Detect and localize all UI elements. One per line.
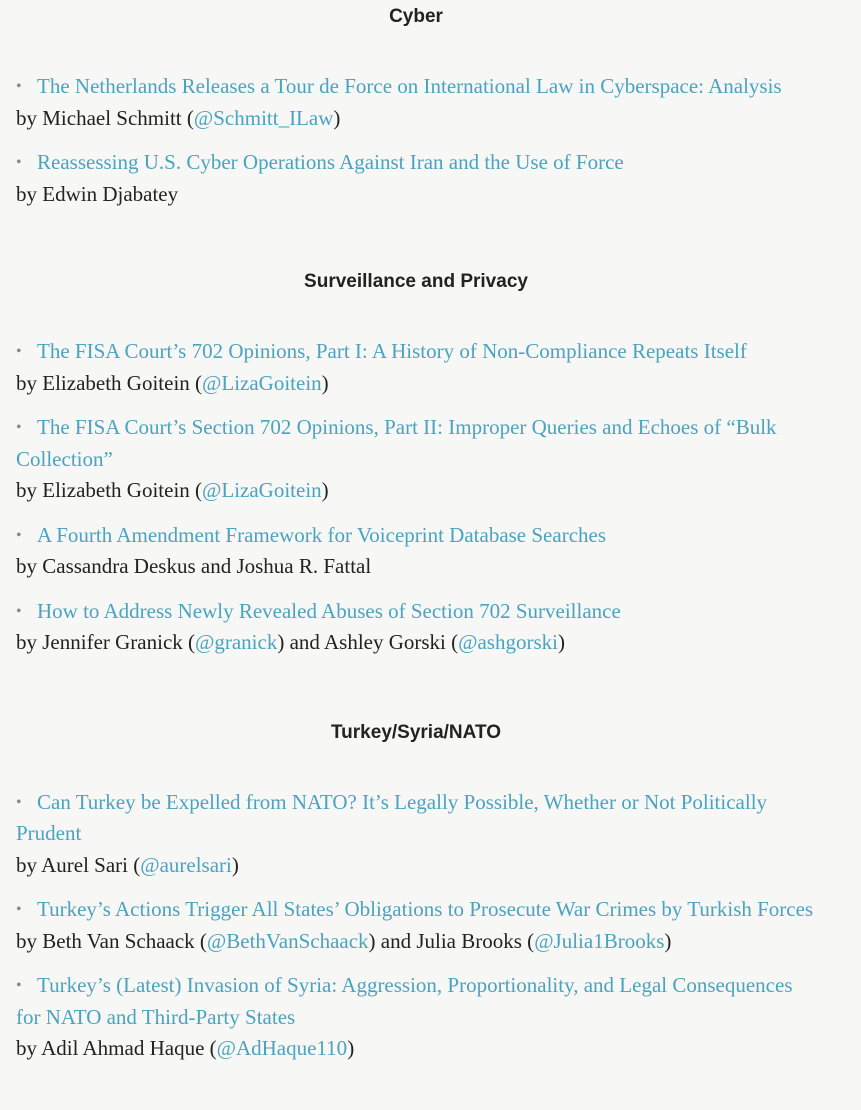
bullet-dot-icon: •	[16, 154, 22, 171]
article-link[interactable]: Turkey’s Actions Trigger All States’ Obligations to Prosecute War Crimes by Turkish Forces	[37, 897, 814, 921]
author-twitter-handle[interactable]: @LizaGoitein	[202, 370, 322, 395]
bullet-dot-icon: •	[16, 526, 22, 544]
section-heading: Turkey/Syria/NATO	[330, 721, 501, 743]
bullet-dot-icon: •	[16, 343, 22, 360]
article-link[interactable]: The FISA Court’s 702 Opinions, Part I: A History of Non-Compliance Repeats Itself	[37, 339, 747, 363]
article-title-line	[16, 520, 816, 552]
article-link[interactable]: Turkey’s (Latest) Invasion of Syria: Aggression, Proportionality, and Legal Consequences for NATO and Third-Party States	[16, 973, 793, 1029]
section-heading: Surveillance and Privacy	[304, 271, 528, 292]
article-link[interactable]: A Fourth Amendment Framework for Voiceprint Database Searches	[37, 522, 607, 547]
list-item	[16, 336, 816, 399]
byline-text: )	[347, 1036, 355, 1060]
list-item	[16, 412, 816, 507]
byline-text: by Jennifer Granick (	[16, 630, 196, 654]
bullet-dot-icon: •	[16, 977, 22, 994]
list-item	[16, 596, 816, 659]
byline-text: by Edwin Djabatey	[16, 181, 179, 206]
article-title-line	[16, 894, 816, 926]
article-list	[16, 787, 816, 1065]
byline	[16, 627, 816, 659]
article-title-line	[16, 970, 816, 1033]
article-title-line	[16, 412, 816, 475]
section-heading: Cyber	[389, 6, 443, 27]
article-list	[16, 336, 816, 659]
article-roundup	[16, 0, 816, 1078]
author-twitter-handle[interactable]: @Schmitt_ILaw	[193, 105, 334, 130]
author-twitter-handle[interactable]: @Julia1Brooks	[534, 928, 665, 953]
article-title-line	[16, 71, 816, 103]
byline-text: )	[557, 630, 565, 654]
list-item	[16, 894, 816, 957]
byline-text: ) and Ashley Gorski (	[277, 630, 459, 654]
list-item	[16, 71, 816, 134]
byline	[16, 1033, 816, 1065]
byline-text: by Beth Van Schaack (	[16, 928, 207, 953]
list-item	[16, 520, 816, 583]
byline-text: ) and Julia Brooks (	[368, 928, 535, 953]
author-twitter-handle[interactable]: @granick	[195, 630, 278, 654]
author-twitter-handle[interactable]: @AdHaque110	[216, 1036, 348, 1060]
article-link[interactable]: Can Turkey be Expelled from NATO? It’s Legally Possible, Whether or Not Politically Prudent	[16, 789, 768, 845]
author-twitter-handle[interactable]: @aurelsari	[140, 852, 232, 877]
list-item	[16, 787, 816, 882]
list-item	[16, 970, 816, 1065]
bullet-dot-icon: •	[16, 78, 22, 95]
article-title-line	[16, 336, 816, 368]
article-link[interactable]: The FISA Court’s Section 702 Opinions, Part II: Improper Queries and Echoes of “Bulk Collection”	[16, 415, 777, 471]
list-item	[16, 147, 816, 210]
article-title-line	[16, 147, 816, 179]
byline-text: )	[333, 105, 341, 130]
author-twitter-handle[interactable]: @BethVanSchaack	[206, 928, 369, 953]
byline	[16, 850, 816, 882]
bullet-dot-icon: •	[16, 793, 22, 811]
byline-text: by Cassandra Deskus and Joshua R. Fattal	[16, 554, 372, 578]
byline-text: )	[321, 370, 329, 395]
byline	[16, 103, 816, 135]
bullet-dot-icon: •	[16, 602, 22, 620]
byline	[16, 551, 816, 583]
article-list	[16, 71, 816, 210]
byline-text: )	[321, 478, 329, 502]
byline	[16, 926, 816, 958]
article-link[interactable]: How to Address Newly Revealed Abuses of Section 702 Surveillance	[37, 598, 621, 623]
article-link[interactable]: Reassessing U.S. Cyber Operations Against Iran and the Use of Force	[37, 150, 624, 174]
byline-text: by Aurel Sari (	[16, 852, 141, 877]
byline-text: )	[664, 928, 672, 953]
byline	[16, 179, 816, 211]
bullet-dot-icon: •	[16, 419, 22, 436]
article-link[interactable]: The Netherlands Releases a Tour de Force on International Law in Cyberspace: Analysis	[37, 74, 782, 98]
byline-text: by Elizabeth Goitein (	[16, 478, 203, 502]
byline	[16, 475, 816, 507]
byline-text: )	[231, 852, 239, 877]
bullet-dot-icon: •	[16, 901, 22, 918]
byline	[16, 368, 816, 400]
author-twitter-handle[interactable]: @ashgorski	[458, 630, 558, 654]
byline-text: by Adil Ahmad Haque (	[16, 1036, 217, 1060]
article-title-line	[16, 787, 816, 850]
article-title-line	[16, 596, 816, 628]
byline-text: by Elizabeth Goitein (	[16, 370, 203, 395]
byline-text: by Michael Schmitt (	[16, 105, 194, 130]
author-twitter-handle[interactable]: @LizaGoitein	[202, 478, 322, 502]
